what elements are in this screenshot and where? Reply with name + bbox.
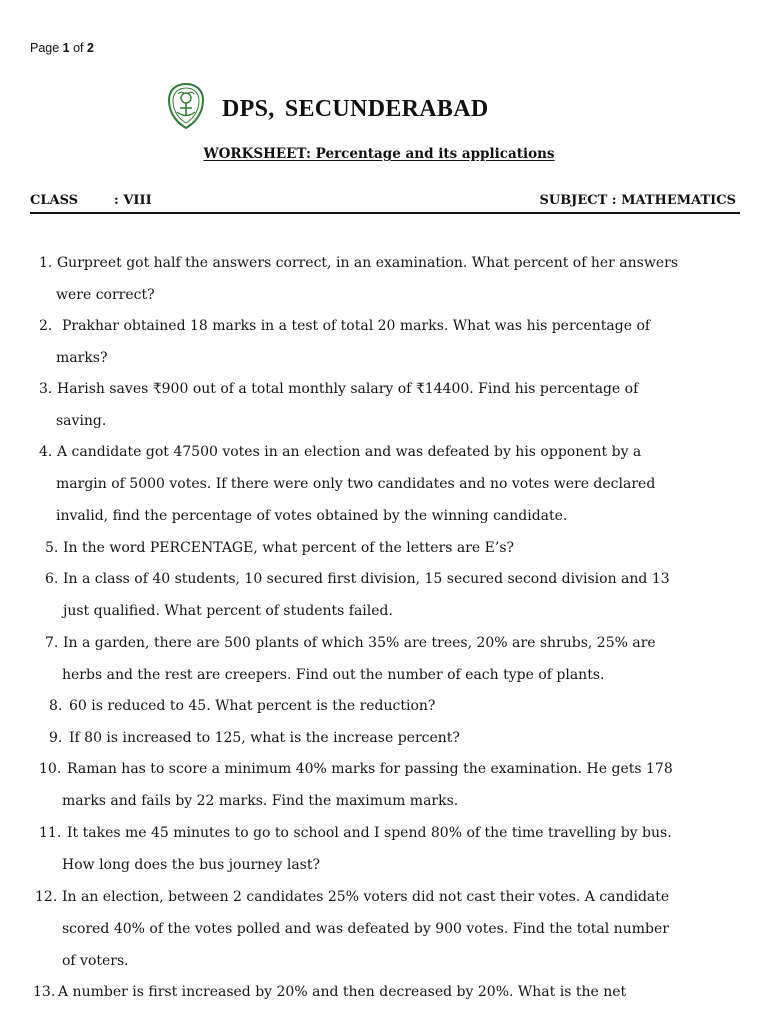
question-item <box>0 374 760 438</box>
page-number <box>30 41 94 55</box>
class-value: : VIII <box>114 193 152 208</box>
question-item <box>0 977 760 1009</box>
school-name: DPS, SECUNDERABAD <box>222 96 489 122</box>
question-item <box>0 248 760 312</box>
question-number: 13. <box>33 984 56 1000</box>
question-item <box>0 533 760 565</box>
question-text-line: invalid, find the percentage of votes obtained by the winning candidate. <box>56 507 568 524</box>
question-number: 4. <box>39 444 53 460</box>
school-logo-icon <box>166 82 206 130</box>
question-text-line: It takes me 45 minutes to go to school and I spend 80% of the time travelling by bus. <box>67 825 672 841</box>
question-item <box>0 437 760 532</box>
question-item <box>0 311 760 375</box>
question-text-line: margin of 5000 votes. If there were only two candidates and no votes were declared <box>56 475 656 492</box>
question-text-line: In an election, between 2 candidates 25% voters did not cast their votes. A candidate <box>62 889 670 905</box>
question-item <box>0 754 760 818</box>
question-number: 8. <box>49 698 63 714</box>
question-text-line: 60 is reduced to 45. What percent is the reduction? <box>69 698 436 714</box>
question-number: 12. <box>35 889 58 905</box>
header-divider <box>30 212 740 214</box>
page-total: 2 <box>87 41 94 55</box>
question-item <box>0 564 760 628</box>
question-text-line: just qualified. What percent of students failed. <box>63 602 393 619</box>
question-item <box>0 691 760 723</box>
question-number: 1. <box>39 255 53 271</box>
question-text-line: How long does the bus journey last? <box>62 856 320 873</box>
question-number: 3. <box>39 381 53 397</box>
question-item <box>0 723 760 755</box>
question-text-line: scored 40% of the votes polled and was defeated by 900 votes. Find the total number <box>62 920 669 937</box>
question-text-line: In a garden, there are 500 plants of which 35% are trees, 20% are shrubs, 25% are <box>63 635 656 651</box>
question-text-line: were correct? <box>56 286 155 303</box>
question-text-line: Raman has to score a minimum 40% marks for passing the examination. He gets 178 <box>67 761 673 777</box>
subject-label: SUBJECT : MATHEMATICS <box>539 193 736 208</box>
question-text-line: herbs and the rest are creepers. Find out the number of each type of plants. <box>62 666 605 683</box>
question-text-line: marks and fails by 22 marks. Find the maximum marks. <box>62 792 459 809</box>
question-text-line: A candidate got 47500 votes in an election and was defeated by his opponent by a <box>57 444 642 460</box>
question-text-line: Prakhar obtained 18 marks in a test of total 20 marks. What was his percentage of <box>62 318 651 334</box>
question-text-line: saving. <box>56 412 107 429</box>
question-text-line: of voters. <box>62 952 129 969</box>
question-number: 9. <box>49 730 63 746</box>
class-subject-row <box>30 193 738 211</box>
question-number: 5. <box>45 540 59 556</box>
worksheet-title: WORKSHEET: Percentage and its applications <box>203 146 555 162</box>
question-text-line: In a class of 40 students, 10 secured first division, 15 secured second division and 13 <box>63 571 670 587</box>
question-item <box>0 818 760 882</box>
page-current: 1 <box>62 41 70 55</box>
question-text-line: A number is first increased by 20% and then decreased by 20%. What is the net <box>58 984 627 1000</box>
question-number: 11. <box>39 825 62 841</box>
class-label: CLASS <box>30 193 79 208</box>
question-number: 10. <box>39 761 62 777</box>
question-number: 6. <box>45 571 59 587</box>
question-item <box>0 628 760 692</box>
question-number: 2. <box>39 318 53 334</box>
question-text-line: Gurpreet got half the answers correct, in an examination. What percent of her answers <box>57 255 678 271</box>
page-prefix: Page <box>30 41 63 55</box>
question-text-line: If 80 is increased to 125, what is the increase percent? <box>69 730 460 746</box>
question-number: 7. <box>45 635 59 651</box>
page-middle: of <box>69 41 87 55</box>
question-item <box>0 882 760 977</box>
question-text-line: In the word PERCENTAGE, what percent of the letters are E’s? <box>63 540 515 556</box>
question-text-line: marks? <box>56 349 108 366</box>
question-text-line: Harish saves ₹900 out of a total monthly salary of ₹14400. Find his percentage of <box>57 381 639 397</box>
